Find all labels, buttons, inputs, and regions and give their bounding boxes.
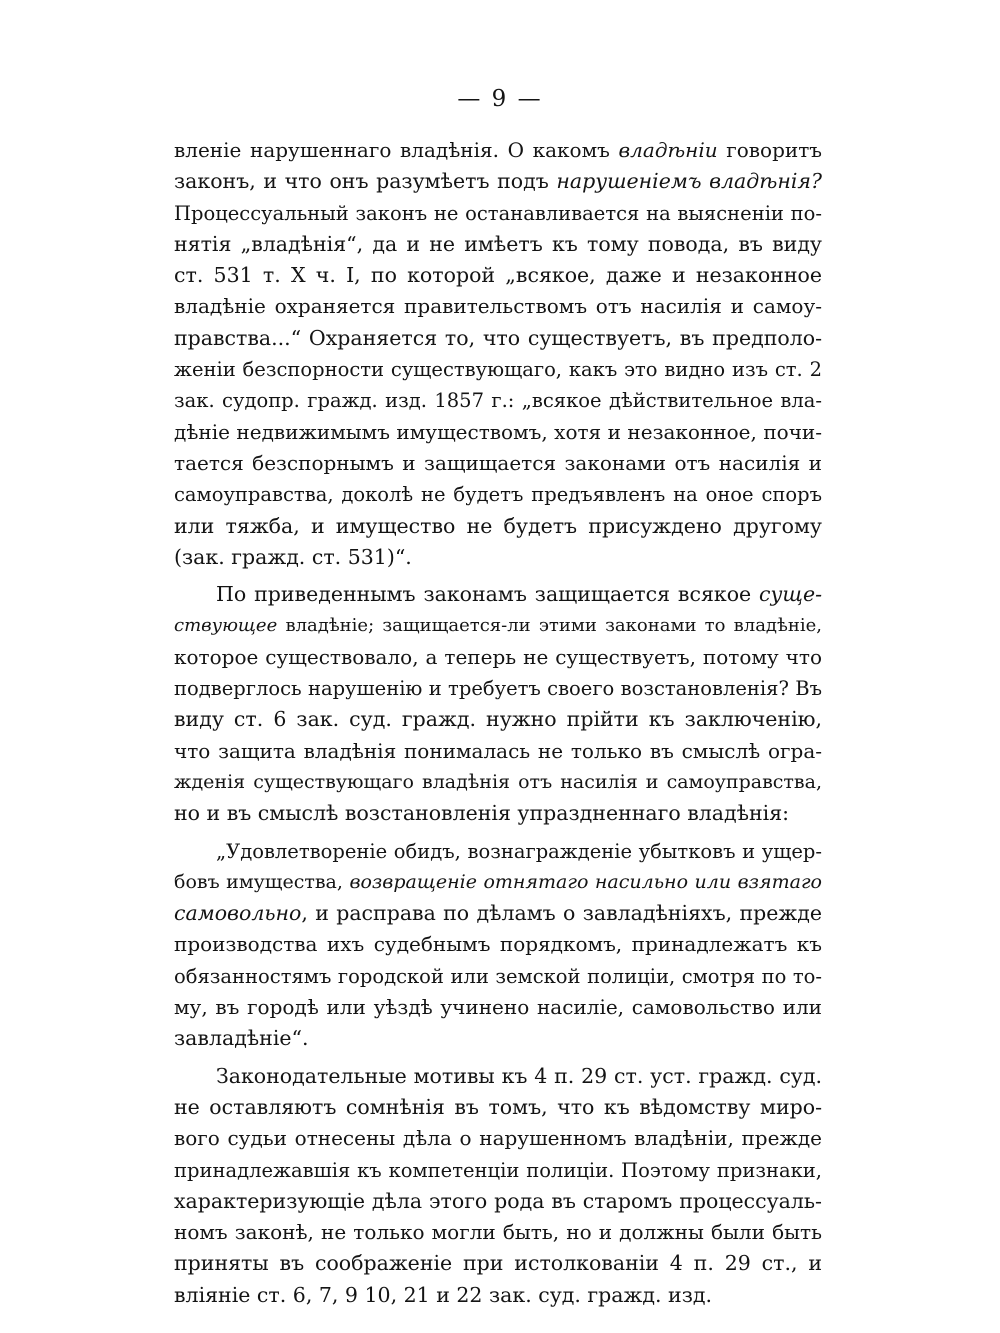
text-line xyxy=(174,229,822,260)
text-line xyxy=(174,1092,822,1123)
text-line xyxy=(174,610,822,641)
text-line xyxy=(174,736,822,767)
text-line xyxy=(174,704,822,735)
italic-text: возвращеніе отнятаго насильно или взятаго xyxy=(349,870,822,893)
text-line xyxy=(174,642,822,673)
text-line xyxy=(174,1123,822,1154)
text-line xyxy=(174,929,822,960)
text-segment: женіи безспорности существующаго, какъ это видно изъ ст. 2 xyxy=(174,358,822,382)
text-line xyxy=(174,767,822,798)
text-line xyxy=(174,417,822,448)
text-segment: Законодательные мотивы къ 4 п. 29 ст. уст. гражд. суд. xyxy=(216,1063,822,1088)
text-line xyxy=(174,542,822,573)
text-segment: дѣніе недвижимымъ имуществомъ, хотя и незаконное, почи- xyxy=(174,419,822,444)
text-line xyxy=(174,798,822,829)
text-line xyxy=(174,166,822,197)
text-segment: самоуправства, доколѣ не будетъ предъявленъ на оное споръ xyxy=(174,483,822,507)
text-segment: принадлежавшія къ компетенціи полиціи. Поэтому признаки, xyxy=(174,1158,822,1182)
text-segment: му, въ городѣ или уѣздѣ учинено насиліе, самовольство или xyxy=(174,995,822,1020)
italic-text: ствующее xyxy=(174,615,278,637)
text-segment: что защита владѣнія понималась не только въ смыслѣ огра- xyxy=(174,738,822,763)
body-text xyxy=(174,135,822,1311)
text-line xyxy=(174,1155,822,1186)
text-line xyxy=(174,135,822,166)
text-line xyxy=(174,961,822,992)
text-segment: зак. судопр. гражд. изд. 1857 г.: „всякое дѣйствительное вла- xyxy=(174,389,822,413)
text-segment: характеризующіе дѣла этого рода въ старомъ процессуаль- xyxy=(174,1188,822,1213)
text-segment: вліяніе ст. 6, 7, 9 10, 21 и 22 зак. суд. гражд. изд. xyxy=(174,1282,713,1307)
text-segment: , и расправа по дѣламъ о завладѣніяхъ, прежде xyxy=(301,901,822,926)
text-line xyxy=(174,1280,822,1311)
text-segment: которое существовало, а теперь не существуетъ, потому что xyxy=(174,644,822,669)
text-line xyxy=(174,323,822,354)
text-segment: ст. 531 т. X ч. I, по которой „всякое, даже и незаконное xyxy=(174,263,822,288)
page-number: — 9 — xyxy=(457,86,543,112)
text-segment: завладѣніе“. xyxy=(174,1026,309,1051)
text-line xyxy=(174,354,822,385)
text-line xyxy=(174,579,822,610)
text-segment: говоритъ xyxy=(717,138,822,162)
text-segment: владѣніе; защищается-ли этими законами то владѣніе, xyxy=(277,615,822,637)
text-segment: Процессуальный законъ не останавливается на выясненіи по- xyxy=(174,201,822,225)
text-segment: жденія существующаго владѣнія отъ насилія и самоуправства, xyxy=(174,770,822,793)
italic-text: нарушеніемъ владѣнія? xyxy=(556,169,822,194)
text-line xyxy=(174,1248,822,1279)
text-segment: правства...“ Охраняется то, что существуетъ, въ предполо- xyxy=(174,325,822,350)
paragraph xyxy=(174,135,822,573)
italic-text: владѣніи xyxy=(618,138,718,162)
text-line xyxy=(174,448,822,479)
text-line xyxy=(174,1023,822,1054)
text-segment: приняты въ соображеніе при истолкованіи 4 п. 29 ст., и xyxy=(174,1251,822,1276)
text-line xyxy=(174,198,822,229)
text-segment: или тяжба, и имущество не будетъ присуждено другому xyxy=(174,513,822,538)
text-line xyxy=(174,385,822,416)
text-line xyxy=(174,673,822,704)
text-segment: производства ихъ судебнымъ порядкомъ, принадлежатъ къ xyxy=(174,932,822,957)
text-line xyxy=(174,260,822,291)
paragraph xyxy=(174,1061,822,1311)
text-segment: нятія „владѣнія“, да и не имѣетъ къ тому повода, въ виду xyxy=(174,231,822,256)
italic-text: самовольно xyxy=(174,901,302,926)
text-line xyxy=(174,836,822,867)
text-segment: но и въ смыслѣ возстановленія упраздненнаго владѣнія: xyxy=(174,801,790,826)
text-line xyxy=(174,1217,822,1248)
text-line xyxy=(174,867,822,898)
text-line xyxy=(174,511,822,542)
text-segment: обязанностямъ городской или земской полиціи, смотря по то- xyxy=(174,964,822,988)
text-segment: вого судьи отнесены дѣла о нарушенномъ владѣніи, прежде xyxy=(174,1126,822,1151)
text-line xyxy=(174,1061,822,1092)
text-segment: (зак. гражд. ст. 531)“. xyxy=(174,544,412,569)
text-segment: вленіе нарушеннаго владѣнія. О какомъ xyxy=(174,138,619,162)
text-line xyxy=(174,479,822,510)
text-segment: виду ст. 6 зак. суд. гражд. нужно прійти къ заключенію, xyxy=(174,707,822,732)
text-segment: По приведеннымъ законамъ защищается всякое xyxy=(216,582,760,607)
paragraph xyxy=(174,836,822,1055)
text-segment: бовъ имущества, xyxy=(174,870,350,893)
paragraph xyxy=(174,579,822,829)
text-segment: „Удовлетвореніе обидъ, вознагражденіе убытковъ и ущер- xyxy=(216,839,822,863)
text-line xyxy=(174,898,822,929)
text-line xyxy=(174,992,822,1023)
text-segment: владѣніе охраняется правительствомъ отъ насилія и самоу- xyxy=(174,294,822,319)
text-segment: номъ законѣ, не только могли быть, но и должны были быть xyxy=(174,1220,822,1245)
text-segment: законъ, и что онъ разумѣетъ подъ xyxy=(174,169,557,194)
text-segment: не оставляютъ сомнѣнія въ томъ, что къ вѣдомству миро- xyxy=(174,1094,822,1119)
text-segment: тается безспорнымъ и защищается законами отъ насилія и xyxy=(174,450,822,475)
text-line xyxy=(174,1186,822,1217)
italic-text: суще- xyxy=(759,582,822,607)
text-segment: подверглось нарушенію и требуетъ своего возстановленія? Въ xyxy=(174,677,822,701)
text-line xyxy=(174,291,822,322)
